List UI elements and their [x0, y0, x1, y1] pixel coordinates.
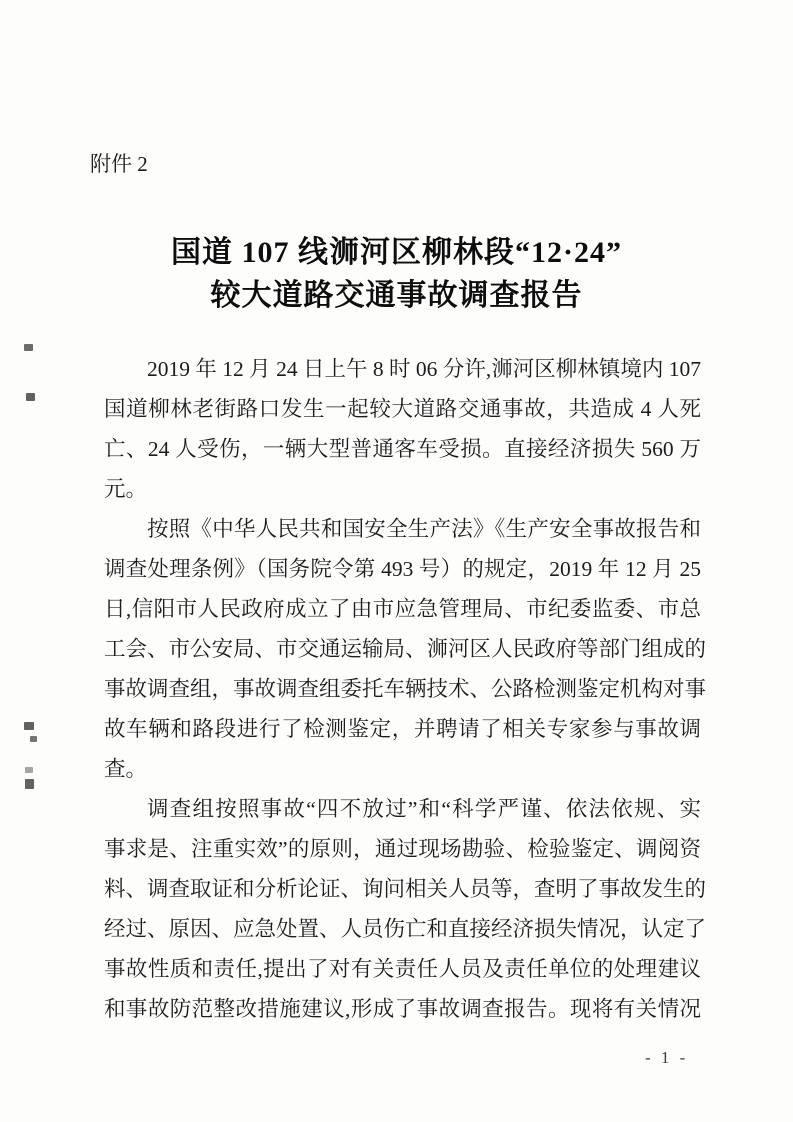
body-line: 日,信阳市人民政府成立了由市应急管理局、市纪委监委、市总	[104, 597, 701, 621]
scan-artifact	[25, 767, 33, 773]
scan-artifact	[25, 779, 34, 789]
body-line: 2019 年 12 月 24 日上午 8 时 06 分许,浉河区柳林镇境内 107	[147, 357, 701, 381]
body-line: 经过、原因、应急处置、人员伤亡和直接经济损失情况，认定了	[104, 917, 707, 941]
attachment-label: 附件 2	[90, 152, 148, 176]
body-line: 工会、市公安局、市交通运输局、浉河区人民政府等部门组成的	[104, 637, 707, 661]
scan-artifact	[26, 393, 35, 401]
body-line: 调查组按照事故“四不放过”和“科学严谨、依法依规、实	[147, 797, 701, 821]
page-number: - 1 -	[645, 1048, 689, 1067]
body-line: 亡、24 人受伤，一辆大型普通客车受损。直接经济损失 560 万	[104, 437, 701, 461]
document-body	[104, 349, 707, 1029]
title-line-2: 较大道路交通事故调查报告	[210, 279, 583, 312]
scan-artifact	[24, 344, 33, 351]
body-line: 和事故防范整改措施建议,形成了事故调查报告。现将有关情况	[104, 997, 701, 1021]
body-line: 按照《中华人民共和国安全生产法》《生产安全事故报告和	[147, 517, 701, 541]
scan-artifact	[30, 736, 37, 742]
body-line: 事故调查组，事故调查组委托车辆技术、公路检测鉴定机构对事	[104, 677, 707, 701]
body-line: 事故性质和责任,提出了对有关责任人员及责任单位的处理建议	[104, 957, 701, 981]
body-line: 故车辆和路段进行了检测鉴定，并聘请了相关专家参与事故调	[104, 717, 701, 741]
body-line: 调查处理条例》（国务院令第 493 号）的规定，2019 年 12 月 25	[104, 557, 701, 581]
body-line: 元。	[104, 477, 148, 501]
document-title	[0, 231, 793, 317]
body-line: 事求是、注重实效”的原则，通过现场勘验、检验鉴定、调阅资	[104, 837, 701, 861]
scan-artifact	[24, 722, 34, 730]
body-line: 查。	[104, 757, 148, 781]
body-line: 料、调查取证和分析论证、询问相关人员等，查明了事故发生的	[104, 877, 707, 901]
title-line-1: 国道 107 线浉河区柳林段“12·24”	[170, 236, 622, 269]
body-line: 国道柳林老街路口发生一起较大道路交通事故，共造成 4 人死	[104, 397, 701, 421]
